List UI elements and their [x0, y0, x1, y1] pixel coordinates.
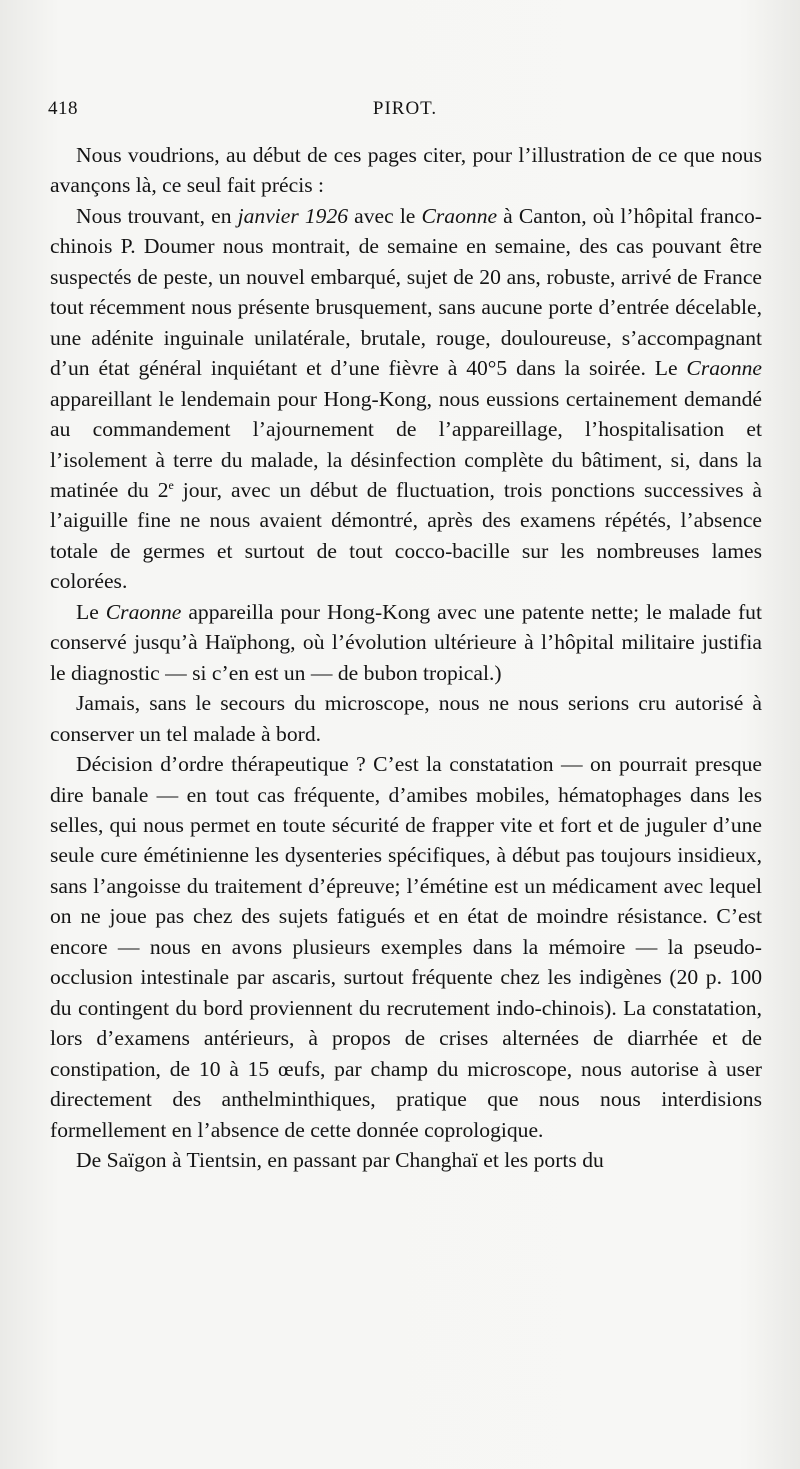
text-segment: Craonne — [105, 599, 182, 624]
text-segment: avec le — [348, 203, 422, 228]
page-number: 418 — [48, 98, 78, 119]
text-segment: Craonne — [686, 356, 762, 381]
text-segment: appareillant le lendemain pour Hong-Kong, nous eussions certainement demandé au commandement l’ajournement de l’appareillage, l’hospitalisation et l’isolement à terre du malade, la désinfection complète du bâtiment, si, dans la matinée du 2 — [50, 386, 762, 502]
text-segment: Craonne — [421, 203, 498, 228]
paragraph — [50, 1145, 762, 1175]
paragraph — [50, 201, 762, 597]
text-segment: Jamais, sans le secours du microscope, nous ne nous serions cru autorisé à conserver un tel malade à bord. — [50, 691, 762, 746]
text-segment: janvier 1926 — [237, 203, 349, 228]
text-segment: Nous voudrions, au début de ces pages citer, pour l’illustration de ce que nous avançons là, ce seul fait précis : — [50, 143, 762, 198]
text-segment: e — [168, 477, 174, 492]
paragraph — [50, 749, 762, 1145]
text-segment: Le — [76, 599, 106, 624]
paragraph — [50, 597, 762, 688]
paragraph — [50, 140, 762, 201]
running-head: PIROT. — [372, 98, 438, 119]
page-header — [48, 98, 762, 126]
body-text — [50, 140, 762, 1175]
text-segment: Décision d’ordre thérapeutique ? C’est la constatation — on pourrait presque dire banale — en tout cas fréquente, d’amibes mobiles, hématophages dans les selles, qui nous permet en toute sécurité de frapper vite et fort et de juguler d’une seule cure émétinienne les dysenteries spécifiques, à début pas toujours insidieux, sans l’angoisse du traitement d’épreuve; l’émétine est un médicament avec lequel on ne joue pas chez des sujets fatigués et en état de moindre résistance. C’est encore — nous en avons plusieurs exemples dans la mémoire — la pseudo-occlusion intestinale par ascaris, surtout fréquente chez les indigènes (20 p. 100 du contingent du bord proviennent du recrutement indo-chinois). La constatation, lors d’examens antérieurs, à propos de crises alternées de diarrhée et de constipation, de 10 à 15 œufs, par champ du microscope, nous autorise à user directement des anthelminthiques, pratique que nous nous interdisions formellement en l’absence de cette donnée coprologique. — [50, 752, 762, 1142]
text-segment: à Canton, où l’hôpital franco-chinois P. Doumer nous montrait, de semaine en semaine, des cas pouvant être suspectés de peste, un nouvel embarqué, sujet de 20 ans, robuste, arrivé de France tout récemment nous présente brusquement, sans aucune porte d’entrée décelable, une adénite inguinale unilatérale, brutale, rouge, douloureuse, s’accompagnant d’un état général inquiétant et d’une fièvre à 40°5 dans la soirée. Le — [50, 203, 762, 381]
text-segment: De Saïgon à Tientsin, en passant par Changhaï et les ports du — [76, 1147, 604, 1172]
text-segment: Nous trouvant, en — [76, 203, 238, 228]
paragraph — [50, 688, 762, 749]
text-segment: appareilla pour Hong-Kong avec une patente nette; le malade fut conservé jusqu’à Haïphong, où l’évolution ultérieure à l’hôpital militaire justifia le diagnostic — si c’en est un — de bubon tropical.) — [50, 599, 762, 685]
text-segment: jour, avec un début de fluctuation, trois ponctions successives à l’aiguille fine ne nous avaient démontré, après des examens répétés, l’absence totale de germes et surtout de tout cocco-bacille sur les nombreuses lames colorées. — [50, 477, 762, 594]
